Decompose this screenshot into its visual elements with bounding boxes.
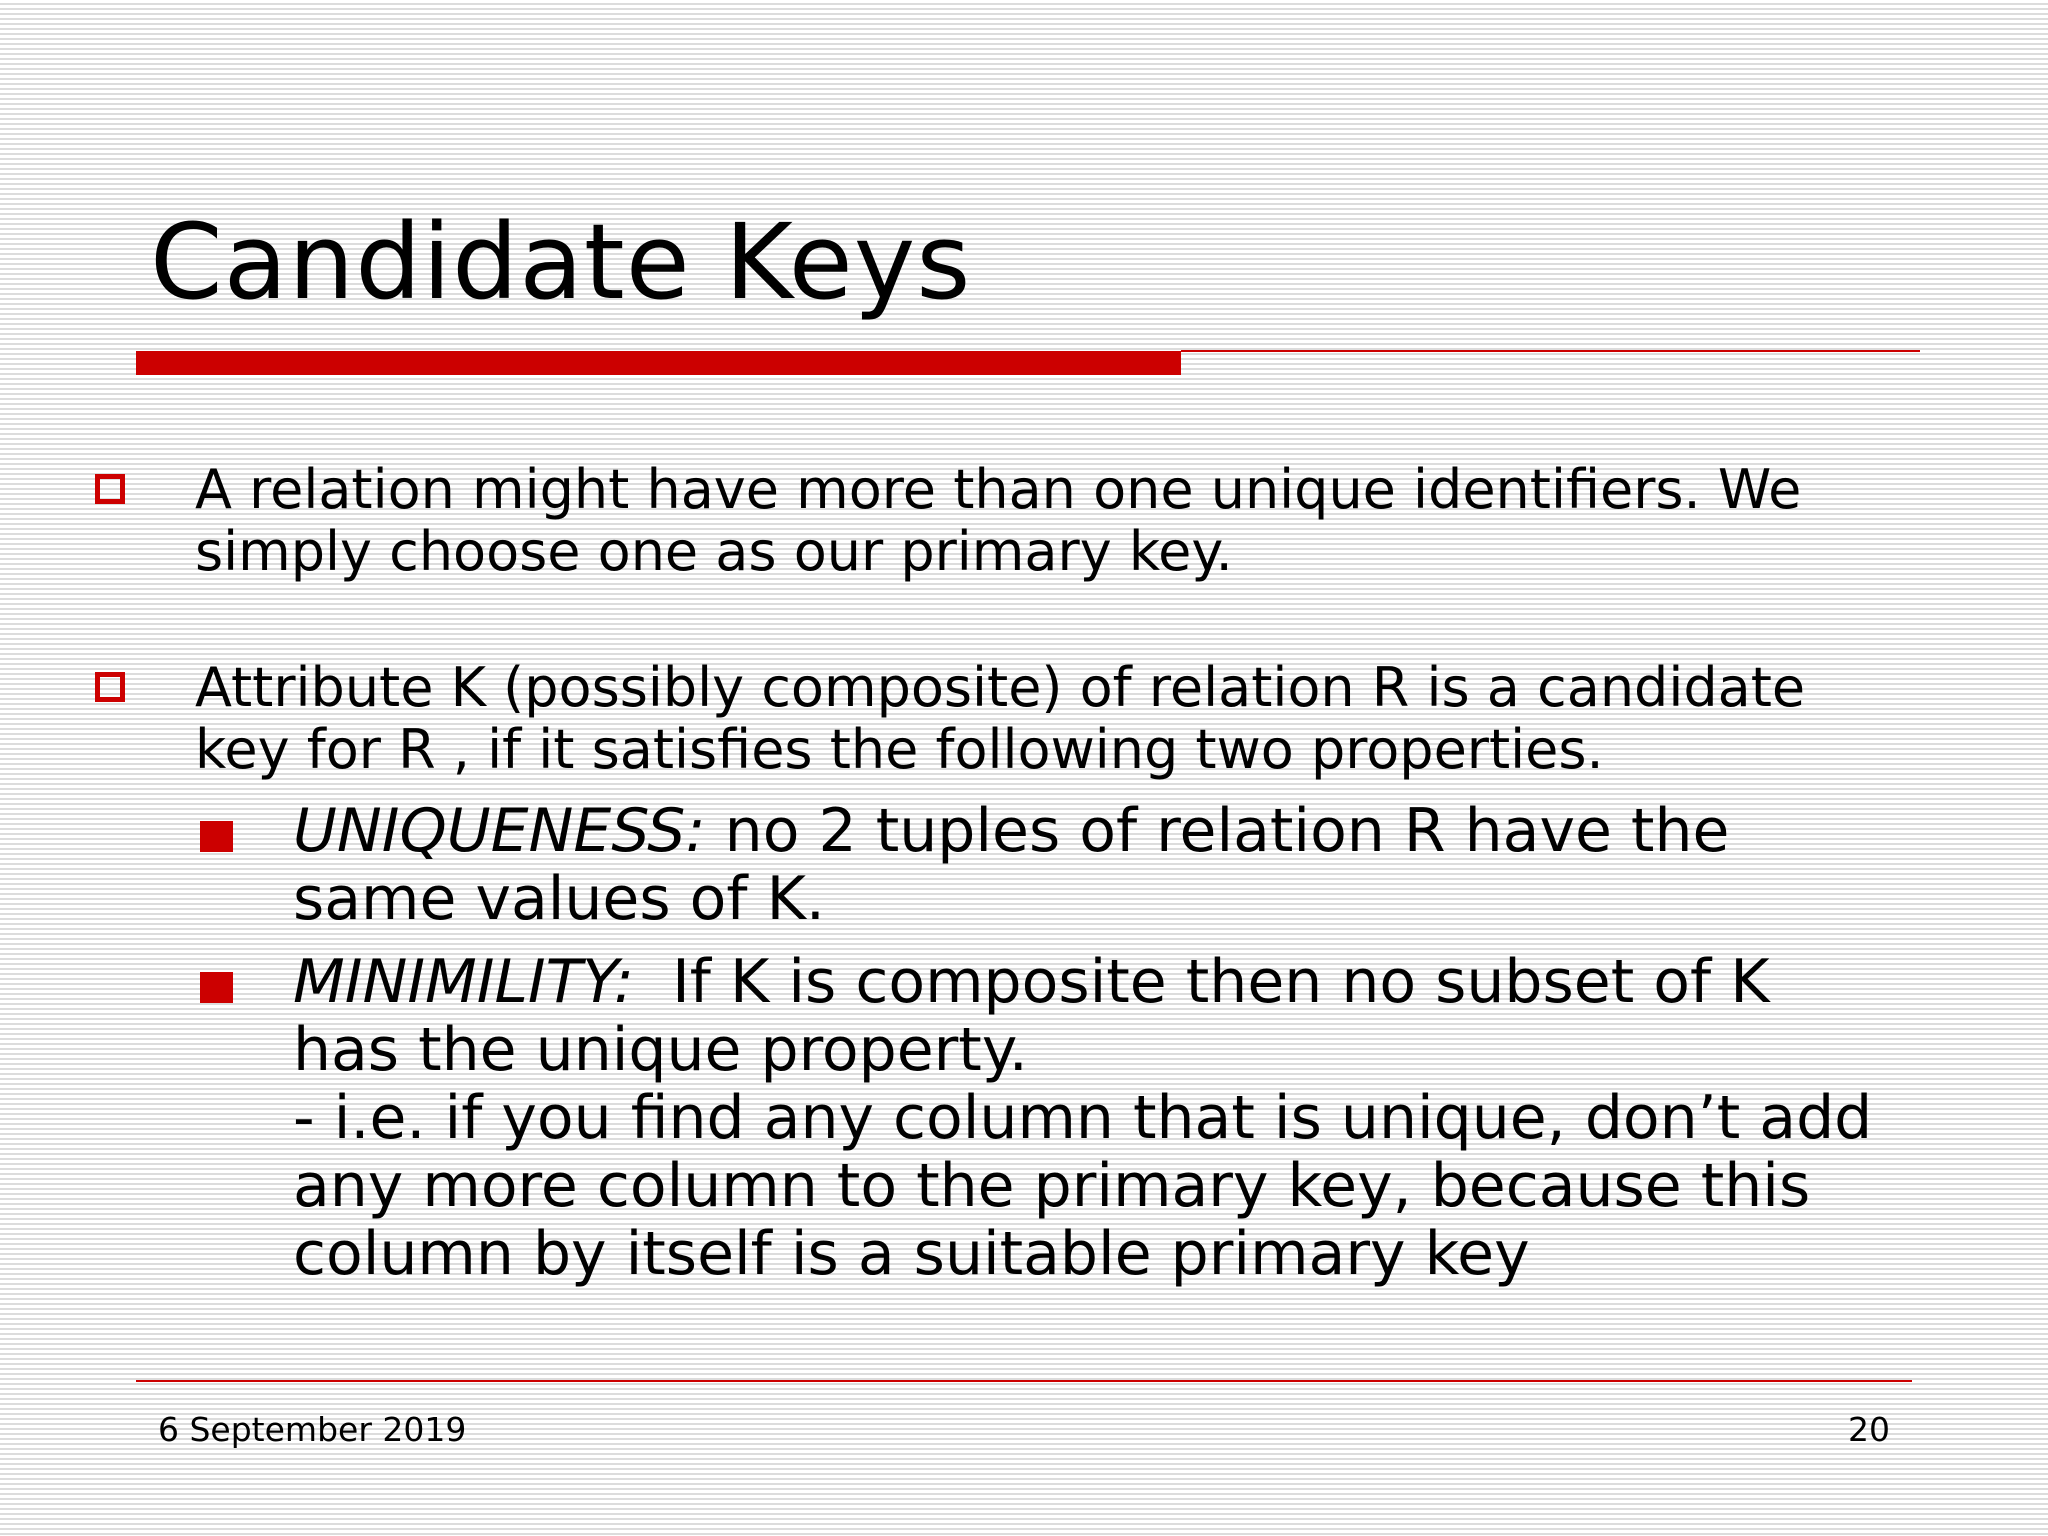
bullet-text-line: A relation might have more than one unique identifiers. We (195, 458, 1802, 521)
bullet-text-line: simply choose one as our primary key. (195, 520, 1233, 583)
slide-title: Candidate Keys (150, 201, 972, 323)
sub-bullet-minimility (293, 948, 1993, 1288)
footer-divider (136, 1380, 1912, 1382)
footer-date: 6 September 2019 (158, 1410, 467, 1449)
bullet-candidate-key-definition (195, 657, 1935, 781)
sub-bullet-line: same values of K. (293, 864, 826, 934)
sub-bullet-line: column by itself is a suitable primary key (293, 1219, 1530, 1289)
bullet-text-line: Attribute K (possibly composite) of relation R is a candidate (195, 656, 1806, 719)
bullet-relation-identifiers (195, 459, 1935, 583)
uniqueness-term: UNIQUENESS: (293, 796, 706, 866)
sub-bullet-line (293, 948, 1993, 1016)
hollow-square-bullet-icon (95, 672, 125, 702)
slide-number: 20 (1848, 1410, 1890, 1449)
filled-square-bullet-icon (200, 972, 233, 1003)
filled-square-bullet-icon (200, 821, 233, 852)
minimility-term: MINIMILITY: (293, 947, 634, 1017)
sub-bullet-line (293, 797, 1993, 865)
title-underline-thin (1181, 350, 1920, 352)
minimility-text: If K is composite then no subset of K (633, 947, 1770, 1017)
uniqueness-text: no 2 tuples of relation R have the (705, 796, 1730, 866)
sub-bullet-line: - i.e. if you find any column that is unique, don’t add (293, 1083, 1873, 1153)
hollow-square-bullet-icon (95, 474, 125, 504)
title-underline-thick (136, 351, 1181, 375)
sub-bullet-uniqueness (293, 797, 1993, 933)
sub-bullet-line: any more column to the primary key, because this (293, 1151, 1811, 1221)
bullet-text-line: key for R , if it satisfies the following two properties. (195, 718, 1604, 781)
sub-bullet-line: has the unique property. (293, 1015, 1028, 1085)
